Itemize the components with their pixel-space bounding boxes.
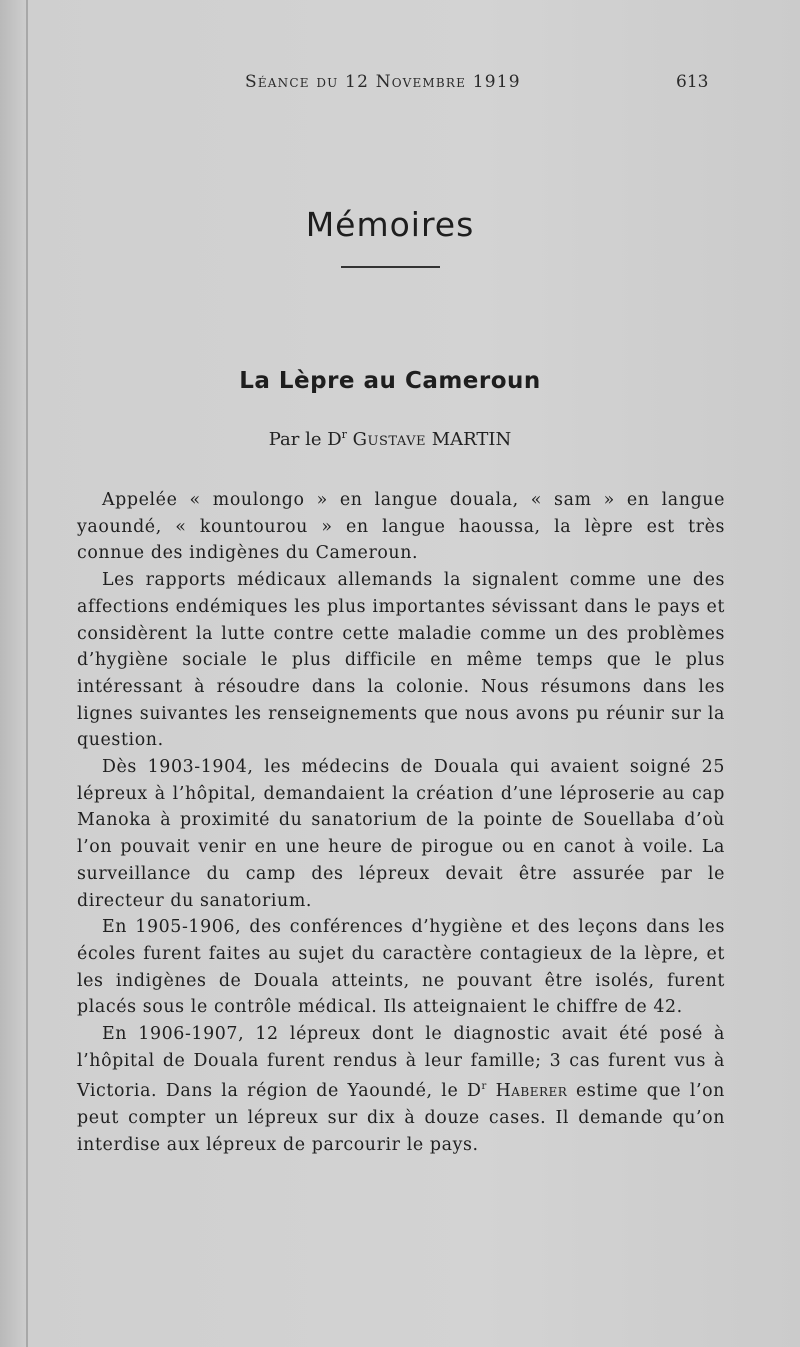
paragraph-1: Appelée « moulongo » en langue douala, « sam » en langue yaoundé, « kountourou » en langue haoussa, la lèpre est très connue des indigènes du Cameroun.	[77, 490, 725, 564]
paragraph-5	[77, 1021, 725, 1158]
paragraph-2: Les rapports médicaux allemands la signalent comme une des affections endémiques les plus importantes sévissant dans le pays et considèrent la lutte contre cette maladie comme un des problèmes d’hygiène sociale le plus difficile en même temps que le plus intéressant à résoudre dans la colonie. Nous résumons dans les lignes suivantes les renseignements que nous avons pu réunir sur la question.	[77, 570, 725, 751]
byline	[0, 428, 780, 450]
paragraph-5-superscript: r	[481, 1081, 487, 1093]
paragraph-5-end: estime que l’on peut compter un lépreux sur dix à douze cases. Il demande qu’on interdise aux lépreux de parcourir le pays.	[77, 1081, 725, 1155]
byline-prefix: Par le D	[268, 429, 342, 450]
paragraph-5-person-name: Haberer	[495, 1081, 568, 1102]
binding-gutter	[26, 0, 28, 1347]
byline-superscript: r	[341, 428, 347, 441]
page-number: 613	[676, 72, 709, 92]
section-title: Mémoires	[305, 205, 475, 244]
paragraph-3: Dès 1903-1904, les médecins de Douala qui avaient soigné 25 lépreux à l’hôpital, demandaient la création d’une léproserie au cap Manoka à proximité du sanatorium de la pointe de Souellaba d’où l’on pouvait venir en une heure de pirogue ou en canot à voile. La surveillance du camp des lépreux devait être assurée par le directeur du sanatorium.	[77, 757, 725, 911]
article-title: La Lèpre au Cameroun	[239, 368, 541, 394]
running-title: Séance du 12 Novembre 1919	[245, 72, 521, 92]
title-rule-divider	[341, 266, 440, 268]
article-body	[77, 487, 725, 1158]
paragraph-5-start: En 1906-1907, 12 lépreux dont le diagnostic avait été posé à l’hôpital de Douala furent rendus à leur famille; 3 cas furent vus à Victoria. Dans la région de Yaoundé, le D	[77, 1024, 725, 1102]
author-first-name: Gustave	[352, 429, 426, 450]
running-head	[0, 72, 800, 100]
paragraph-4: En 1905-1906, des conférences d’hygiène et des leçons dans les écoles furent faites au sujet du caractère contagieux de la lèpre, et les indigènes de Douala atteints, ne pouvant être isolés, furent placés sous le contrôle médical. Ils atteignaient le chiffre de 42.	[77, 917, 725, 1018]
author-last-name: MARTIN	[431, 429, 512, 450]
